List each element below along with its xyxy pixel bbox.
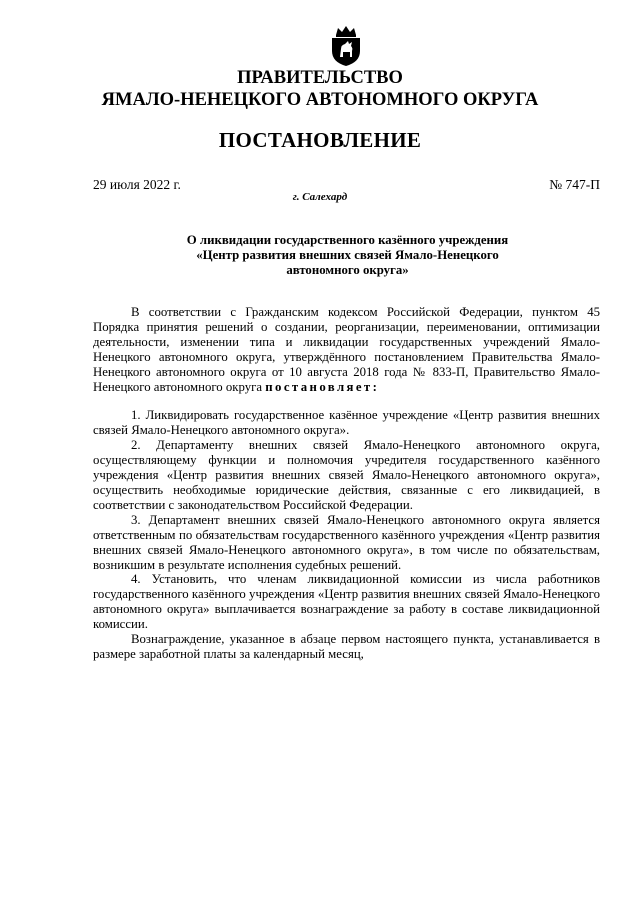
paragraph-5: Вознаграждение, указанное в абзаце первом настоящего пункта, устанавливается в размере заработной платы за календарный месяц,	[93, 632, 600, 661]
decrees-colon: :	[372, 379, 377, 394]
document-date: 29 июля 2022 г.	[93, 177, 181, 192]
document-type-title: ПОСТАНОВЛЕНИЕ	[218, 128, 422, 152]
subject-line1: О ликвидации государственного казённого учреждения	[186, 233, 509, 247]
government-title-line1: ПРАВИТЕЛЬСТВО	[237, 68, 403, 88]
paragraph-1: 1. Ликвидировать государственное казённое учреждение «Центр развития внешних связей Ямало-Ненецкого автономного округа».	[93, 408, 600, 438]
government-title-line2: ЯМАЛО-НЕНЕЦКОГО АВТОНОМНОГО ОКРУГА	[101, 90, 539, 110]
paragraph-2: 2. Департаменту внешних связей Ямало-Ненецкого автономного округа, осуществляющему функции и полномочия учредителя государственного казённого учреждения «Центр развития внешних связей Ямало-Ненецкого автономного округа», осуществить необходимые юридические действия, связанные с его ликвидацией, в соответствии с законодательством Российской Федерации.	[93, 438, 600, 512]
preamble-text: В соответствии с Гражданским кодексом Российской Федерации, пунктом 45 Порядка принятия решений о создании, реорганизации, переименовании, оптимизации деятельности, изменении типа и ликвидации государственных учреждений Ямало-Ненецкого автономного округа, утверждённого постановлением Правительства Ямало-Ненецкого автономного округа от 10 августа 2018 года № 833-П, Правительство Ямало-Ненецкого автономного округа	[93, 305, 600, 394]
decrees-word: постановляет	[265, 379, 373, 394]
subject-line2: «Центр развития внешних связей Ямало-Ненецкого	[196, 248, 499, 262]
preamble-paragraph	[93, 305, 600, 394]
document-subject	[120, 233, 575, 278]
subject-line3: автономного округа»	[286, 263, 409, 277]
document-city: г. Салехард	[292, 191, 348, 203]
document-number: № 747-П	[549, 177, 600, 192]
paragraph-4: 4. Установить, что членам ликвидационной комиссии из числа работников государственного казённого учреждения «Центр развития внешних связей Ямало-Ненецкого автономного округа» выплачивается вознаграждение за работу в составе ликвидационной комиссии.	[93, 572, 600, 632]
paragraph-3: 3. Департамент внешних связей Ямало-Ненецкого автономного округа является ответственным по обязательствам государственного казённого учреждения «Центр развития внешних связей Ямало-Ненецкого автономного округа», в том числе по обязательствам, возникшим в результате исполнения судебных решений.	[93, 512, 600, 572]
document-body	[93, 305, 600, 662]
coat-of-arms-emblem	[329, 25, 363, 67]
